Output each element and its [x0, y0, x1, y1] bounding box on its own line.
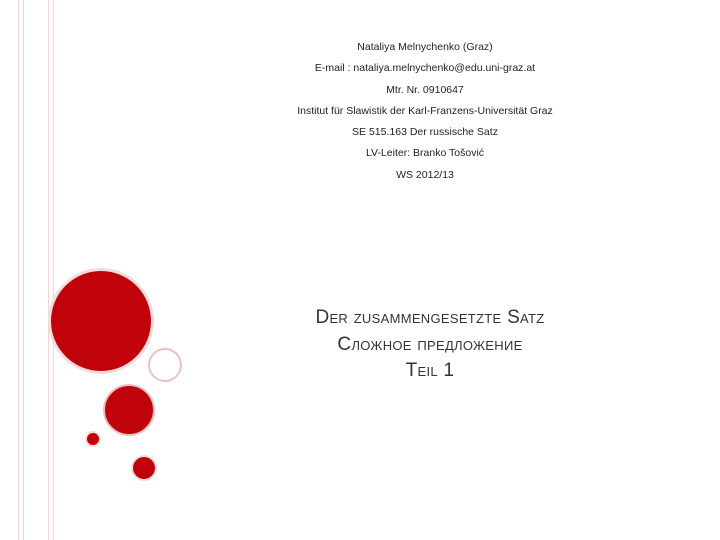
author-name: Nataliya Melnychenko (Graz)	[357, 41, 493, 53]
matriculation-number: Mtr. Nr. 0910647	[386, 83, 464, 96]
decorative-line	[53, 0, 54, 540]
author-info	[255, 37, 595, 186]
author-email: E-mail : nataliya.melnychenko@edu.uni-graz.at	[314, 62, 536, 75]
slide-title	[230, 305, 630, 385]
decorative-circle-small	[131, 455, 157, 481]
decorative-ring	[148, 348, 182, 382]
course: SE 515.163 Der russische Satz	[352, 126, 498, 139]
decorative-line	[23, 0, 24, 540]
course-leader: LV-Leiter: Branko Tošović	[365, 147, 485, 160]
decorative-line	[48, 0, 49, 540]
title-russian: Сложное предложение	[337, 333, 523, 355]
decorative-line	[18, 0, 19, 540]
decorative-circle-large	[48, 268, 154, 374]
decorative-circle-small	[85, 431, 101, 447]
title-part: Teil 1	[405, 360, 455, 381]
institute: Institut für Slawistik der Karl-Franzens-Universität Graz	[297, 104, 553, 117]
title-german: Der zusammengesetzte Satz	[315, 307, 545, 328]
semester: WS 2012/13	[396, 168, 454, 181]
decorative-circle-medium	[103, 384, 155, 436]
